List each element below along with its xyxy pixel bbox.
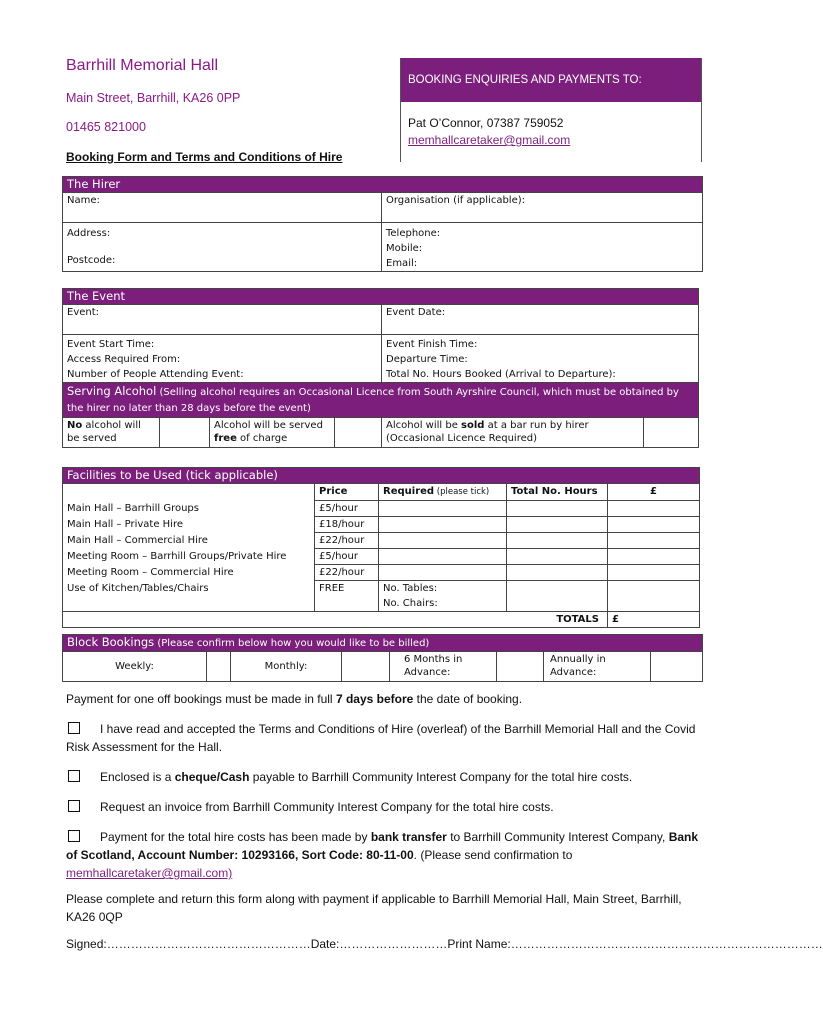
booking-heading: BOOKING ENQUIRIES AND PAYMENTS TO: xyxy=(401,58,701,102)
facilities-col-hours: Total No. Hours xyxy=(507,484,608,501)
facility-cost-cell[interactable] xyxy=(608,549,700,565)
hirer-organisation-field[interactable] xyxy=(382,193,703,223)
facility-cost-cell[interactable] xyxy=(608,581,700,612)
block-monthly-label: Monthly: xyxy=(231,652,342,682)
chairs-count-label: No. Chairs: xyxy=(383,598,438,609)
facilities-col-price: Price xyxy=(315,484,379,501)
payment-note: Payment for one off bookings must be made in full 7 days before the date of booking. xyxy=(66,692,523,706)
facility-required-cell[interactable] xyxy=(379,517,507,533)
hirer-postcode-label: Postcode: xyxy=(67,255,116,266)
facility-name: Use of Kitchen/Tables/Chairs xyxy=(63,581,315,612)
alcohol-sold-checkbox[interactable] xyxy=(644,418,699,448)
hall-phone: 01465 821000 xyxy=(66,120,146,134)
alcohol-none-bold: No xyxy=(67,420,83,431)
facility-price: £5/hour xyxy=(315,501,379,517)
facility-price: £22/hour xyxy=(315,533,379,549)
invoice-paragraph xyxy=(66,798,706,816)
event-finish-field[interactable] xyxy=(382,335,699,383)
booking-contact: Pat O’Connor, 07387 759052 xyxy=(408,116,564,130)
facility-price: £18/hour xyxy=(315,517,379,533)
invoice-checkbox[interactable] xyxy=(68,800,80,812)
alcohol-sold-bold: sold xyxy=(461,420,485,431)
facility-name: Main Hall – Barrhill Groups xyxy=(63,501,315,517)
bank-checkbox[interactable] xyxy=(68,830,80,842)
event-times-field[interactable] xyxy=(63,335,382,383)
event-people-label: Number of People Attending Event: xyxy=(67,369,244,380)
hirer-email-label: Email: xyxy=(386,258,418,269)
alcohol-sold-pre: Alcohol will be xyxy=(386,420,462,431)
bank-paragraph: Payment for the total hire costs has been made by bank transfer to Barrhill Community Interest Company, Bank of Scotland, Account Number: 10293166, Sort Code: 80-11-00. (Please send confirmation to memhallcaretaker@gmail.com) xyxy=(66,830,699,880)
form-title: Booking Form and Terms and Conditions of Hire xyxy=(66,150,343,164)
facility-hours-cell[interactable] xyxy=(507,533,608,549)
hirer-telephone-label: Telephone: xyxy=(386,228,441,239)
event-date-label: Event Date: xyxy=(386,307,446,318)
facility-required-cell[interactable] xyxy=(379,565,507,581)
totals-pound: £ xyxy=(612,614,619,625)
block-bookings-table xyxy=(62,634,703,682)
booking-email-link[interactable]: memhallcaretaker@gmail.com xyxy=(408,133,571,147)
facility-price: £5/hour xyxy=(315,549,379,565)
facility-required-cell[interactable] xyxy=(379,549,507,565)
alcohol-none-checkbox[interactable] xyxy=(160,418,210,448)
alcohol-free-pre: Alcohol will be served xyxy=(214,420,323,431)
table-row xyxy=(63,533,700,549)
block-monthly-checkbox[interactable] xyxy=(342,652,390,682)
facility-name: Main Hall – Private Hire xyxy=(63,517,315,533)
event-finish-label: Event Finish Time: xyxy=(386,339,478,350)
facility-name: Meeting Room – Barrhill Groups/Private Hire xyxy=(63,549,315,565)
facility-cost-cell[interactable] xyxy=(608,533,700,549)
facility-tables-chairs-cell[interactable] xyxy=(379,581,507,612)
alcohol-free-option xyxy=(210,418,335,448)
facility-name: Meeting Room – Commercial Hire xyxy=(63,565,315,581)
table-row xyxy=(63,501,700,517)
facilities-col-required: Required (please tick) xyxy=(379,484,507,501)
table-row xyxy=(63,581,700,612)
event-name-label: Event: xyxy=(67,307,100,318)
alcohol-free-checkbox[interactable] xyxy=(335,418,382,448)
hirer-address-label: Address: xyxy=(67,228,111,239)
cheque-checkbox[interactable] xyxy=(68,770,80,782)
table-row xyxy=(63,565,700,581)
block-six-months-label: 6 Months in Advance: xyxy=(390,652,497,682)
facility-price: FREE xyxy=(315,581,379,612)
facility-price: £22/hour xyxy=(315,565,379,581)
hall-address: Main Street, Barrhill, KA26 0PP xyxy=(66,91,241,105)
facility-cost-cell[interactable] xyxy=(608,517,700,533)
hirer-table xyxy=(62,176,703,272)
totals-amount-cell[interactable] xyxy=(608,612,700,628)
block-heading: Block Bookings (Please confirm below how you would like to be billed) xyxy=(63,635,703,652)
table-row xyxy=(63,517,700,533)
alcohol-free-bold: free xyxy=(214,433,237,444)
block-annually-label: Annually in Advance: xyxy=(544,652,651,682)
alcohol-heading xyxy=(63,383,699,418)
invoice-text: Request an invoice from Barrhill Community Interest Company for the total hire costs. xyxy=(100,800,554,814)
block-annually-checkbox[interactable] xyxy=(651,652,703,682)
alcohol-heading-note: (Selling alcohol requires an Occasional Licence from South Ayrshire Council, which must be obtained by the hirer no later than 28 days before the event) xyxy=(67,387,679,414)
event-table xyxy=(62,288,699,448)
facilities-col-pound: £ xyxy=(608,484,700,501)
hirer-name-field[interactable] xyxy=(63,193,382,223)
block-weekly-checkbox[interactable] xyxy=(207,652,231,682)
hirer-address-field[interactable] xyxy=(63,223,382,272)
hirer-heading: The Hirer xyxy=(63,177,703,193)
facilities-heading: Facilities to be Used (tick applicable) xyxy=(63,468,700,484)
alcohol-none-text: alcohol will be served xyxy=(67,420,141,444)
facility-hours-cell[interactable] xyxy=(507,565,608,581)
facility-required-cell[interactable] xyxy=(379,501,507,517)
facility-required-cell[interactable] xyxy=(379,533,507,549)
hall-title: Barrhill Memorial Hall xyxy=(66,57,219,74)
event-heading: The Event xyxy=(63,289,699,305)
cheque-paragraph: Enclosed is a cheque/Cash payable to Barrhill Community Interest Company for the total hire costs. xyxy=(66,768,706,786)
terms-text: I have read and accepted the Terms and Conditions of Hire (overleaf) of the Barrhill Memorial Hall and the Covid Risk Assessment for the Hall. xyxy=(66,722,696,754)
facility-hours-cell[interactable] xyxy=(507,517,608,533)
alcohol-sold-option xyxy=(382,418,644,448)
hirer-mobile-label: Mobile: xyxy=(386,243,423,254)
bank-email-link[interactable]: memhallcaretaker@gmail.com) xyxy=(66,866,233,880)
event-name-field[interactable] xyxy=(63,305,382,335)
alcohol-free-post: of charge xyxy=(236,433,288,444)
facility-cost-cell[interactable] xyxy=(608,565,700,581)
facilities-table xyxy=(62,467,700,628)
signature-line[interactable]: Signed:……………………………………………Date:………………………Print Name:…………………………………………………………………… xyxy=(66,937,823,951)
alcohol-heading-title: Serving Alcohol xyxy=(67,384,157,398)
block-weekly-label: Weekly: xyxy=(63,652,207,682)
alcohol-sold-post: at a bar run by hirer (Occasional Licence Required) xyxy=(386,420,589,444)
terms-paragraph xyxy=(66,720,706,756)
tables-count-label: No. Tables: xyxy=(383,583,438,594)
event-access-label: Access Required From: xyxy=(67,354,181,365)
facility-hours-cell[interactable] xyxy=(507,501,608,517)
event-date-field[interactable] xyxy=(382,305,699,335)
event-hours-label: Total No. Hours Booked (Arrival to Departure): xyxy=(386,369,616,380)
event-start-label: Event Start Time: xyxy=(67,339,155,350)
booking-contact-box xyxy=(400,58,702,162)
facility-hours-cell[interactable] xyxy=(507,549,608,565)
hirer-name-label: Name: xyxy=(67,195,100,206)
facilities-col-blank xyxy=(63,484,315,501)
hirer-contact-field[interactable] xyxy=(382,223,703,272)
table-row xyxy=(63,549,700,565)
facility-name: Main Hall – Commercial Hire xyxy=(63,533,315,549)
event-departure-label: Departure Time: xyxy=(386,354,468,365)
facility-hours-cell[interactable] xyxy=(507,581,608,612)
block-six-months-checkbox[interactable] xyxy=(497,652,544,682)
totals-label: TOTALS xyxy=(63,612,608,628)
block-heading-note: (Please confirm below how you would like to be billed) xyxy=(154,638,430,649)
hirer-organisation-label: Organisation (if applicable): xyxy=(386,195,526,206)
return-paragraph: Please complete and return this form along with payment if applicable to Barrhill Memorial Hall, Main Street, Barrhill, KA26 0QP xyxy=(66,892,682,924)
terms-checkbox[interactable] xyxy=(68,722,80,734)
facility-cost-cell[interactable] xyxy=(608,501,700,517)
alcohol-none-option xyxy=(63,418,160,448)
